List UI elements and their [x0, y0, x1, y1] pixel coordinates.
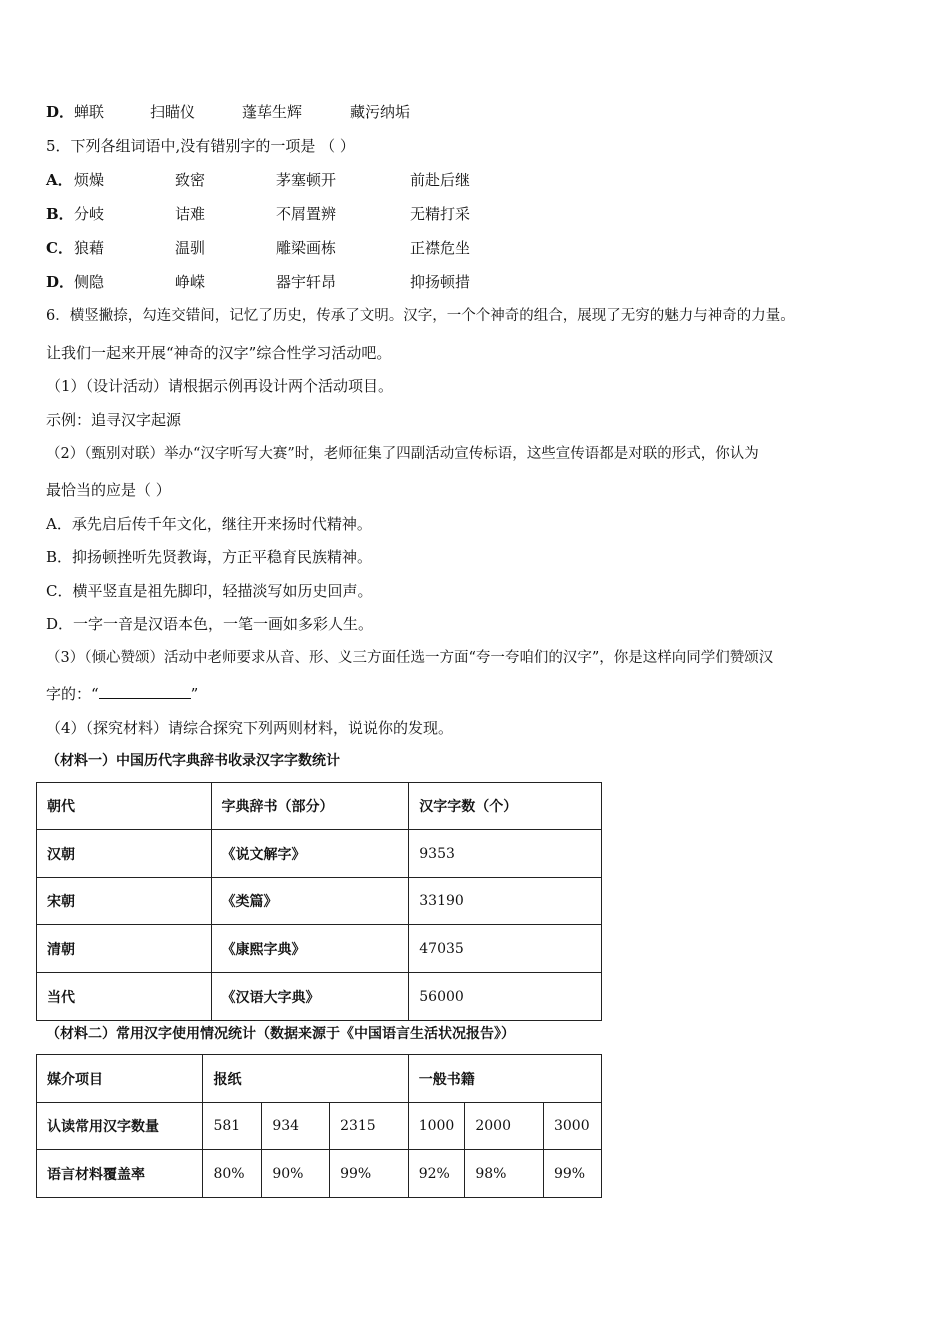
- table-row: [37, 1103, 602, 1150]
- q5-b-item-1: 分岐: [74, 205, 105, 223]
- q5-d-item-2: 峥嵘: [175, 273, 206, 291]
- table-cell: 9353: [409, 830, 602, 878]
- table-cell: 清朝: [37, 925, 212, 973]
- table-cell: 581: [203, 1103, 262, 1150]
- q4-d-item-4: 藏污纳垢: [350, 103, 411, 121]
- table-cell: 56000: [409, 973, 602, 1021]
- q5-a-item-2: 致密: [175, 171, 206, 189]
- q5-a-item-3: 茅塞顿开: [276, 171, 337, 189]
- table-cell: 3000: [543, 1103, 601, 1150]
- table-row: [37, 878, 602, 925]
- material-1-table: [36, 782, 602, 1021]
- q6-part-2-option-b: B．抑扬顿挫听先贤教诲，方正平稳育民族精神。: [46, 548, 373, 566]
- q5-stem: 5．下列各组词语中,没有错别字的一项是 （ ）: [46, 137, 355, 155]
- q6-part-3-line-2: [46, 684, 198, 704]
- q5-b-item-3: 不屑置辨: [276, 205, 337, 223]
- table-cell: 《康熙字典》: [211, 925, 409, 973]
- table-cell: 语言材料覆盖率: [37, 1150, 203, 1198]
- header-cell: 媒介项目: [37, 1055, 203, 1103]
- table-cell: 99%: [330, 1150, 409, 1198]
- table-cell: 汉朝: [37, 830, 212, 878]
- q6-part-3-suffix: ”: [190, 685, 199, 703]
- q4-d-item-2: 扫瞄仪: [150, 103, 196, 121]
- q6-part-3-line-1: （3）（倾心赞颂）活动中老师要求从音、形、义三方面任选一方面“夸一夸咱们的汉字”，你是这样向同学们赞颂汉: [46, 650, 774, 666]
- table-cell: 宋朝: [37, 878, 212, 925]
- q5-c-item-1: 狼藉: [74, 239, 105, 257]
- q5-c-item-3: 雕梁画栋: [276, 239, 337, 257]
- table-cell: 2000: [465, 1103, 544, 1150]
- q5-d-item-3: 器宇轩昂: [276, 273, 337, 291]
- q6-part-2-line-2: 最恰当的应是（ ）: [46, 481, 171, 499]
- material-1-caption: （材料一）中国历代字典辞书收录汉字字数统计: [46, 753, 340, 769]
- table-cell: 《类篇》: [211, 878, 409, 925]
- answer-blank[interactable]: [99, 684, 191, 699]
- q5-option-b-label: B．: [46, 205, 74, 223]
- q5-b-item-2: 诘难: [175, 205, 206, 223]
- table-row: [37, 925, 602, 973]
- table-cell: 90%: [262, 1150, 330, 1198]
- q4-d-item-3: 蓬荜生辉: [242, 103, 303, 121]
- q5-c-item-2: 温驯: [175, 239, 206, 257]
- table-row: [37, 973, 602, 1021]
- table-cell: 99%: [543, 1150, 601, 1198]
- header-cell: 一般书籍: [408, 1055, 601, 1103]
- table-cell: 当代: [37, 973, 212, 1021]
- header-cell: 朝代: [37, 783, 212, 830]
- q5-option-a-label: A．: [46, 171, 73, 189]
- q4-d-item-1: 蝉联: [74, 103, 105, 121]
- material-2-table: [36, 1054, 602, 1198]
- q6-part-2-line-1: （2）（甄别对联）举办“汉字听写大赛”时，老师征集了四副活动宣传标语，这些宣传语都是对联的形式，你认为: [46, 446, 759, 462]
- q6-part-1-example: 示例：追寻汉字起源: [46, 411, 182, 429]
- table-cell: 47035: [409, 925, 602, 973]
- q5-option-d-label: D．: [46, 273, 75, 291]
- q5-a-item-4: 前赴后继: [410, 171, 471, 189]
- table-header-row: [37, 783, 602, 830]
- q5-c-item-4: 正襟危坐: [410, 239, 471, 257]
- table-row: [37, 830, 602, 878]
- table-cell: 934: [262, 1103, 330, 1150]
- q5-a-item-1: 烦燥: [74, 171, 105, 189]
- material-2-caption: （材料二）常用汉字使用情况统计（数据来源于《中国语言生活状况报告》）: [46, 1026, 515, 1042]
- header-cell: 字典辞书（部分）: [211, 783, 409, 830]
- q6-part-2-option-a: A．承先启后传千年文化，继往开来扬时代精神。: [46, 515, 372, 533]
- table-cell: 33190: [409, 878, 602, 925]
- table-cell: 80%: [203, 1150, 262, 1198]
- table-cell: 98%: [465, 1150, 544, 1198]
- q6-intro-line-2: 让我们一起来开展“神奇的汉字”综合性学习活动吧。: [46, 344, 392, 362]
- table-cell: 《说文解字》: [211, 830, 409, 878]
- q5-b-item-4: 无精打采: [410, 205, 471, 223]
- q5-d-item-4: 抑扬顿措: [410, 273, 471, 291]
- table-row: [37, 1150, 602, 1198]
- q5-d-item-1: 侧隐: [74, 273, 105, 291]
- table-cell: 2315: [330, 1103, 409, 1150]
- q6-part-2-option-d: D．一字一音是汉语本色，一笔一画如多彩人生。: [46, 615, 374, 633]
- q6-part-4: （4）（探究材料）请综合探究下列两则材料，说说你的发现。: [46, 719, 454, 737]
- table-cell: 《汉语大字典》: [211, 973, 409, 1021]
- table-cell: 92%: [408, 1150, 465, 1198]
- table-cell: 1000: [408, 1103, 465, 1150]
- header-cell: 汉字字数（个）: [409, 783, 602, 830]
- header-cell: 报纸: [203, 1055, 408, 1103]
- q6-part-1: （1）（设计活动）请根据示例再设计两个活动项目。: [46, 377, 394, 395]
- q6-part-3-prefix: 字的：“: [46, 685, 99, 703]
- q5-option-c-label: C．: [46, 239, 73, 257]
- table-header-row: [37, 1055, 602, 1103]
- q6-part-2-option-c: C．横平竖直是祖先脚印，轻描淡写如历史回声。: [46, 582, 373, 600]
- table-cell: 认读常用汉字数量: [37, 1103, 203, 1150]
- q4-option-d-label: D．: [46, 103, 75, 121]
- q6-intro-line-1: 6．横竖撇捺，勾连交错间，记忆了历史，传承了文明。汉字，一个个神奇的组合，展现了无穷的魅力与神奇的力量。: [46, 308, 795, 324]
